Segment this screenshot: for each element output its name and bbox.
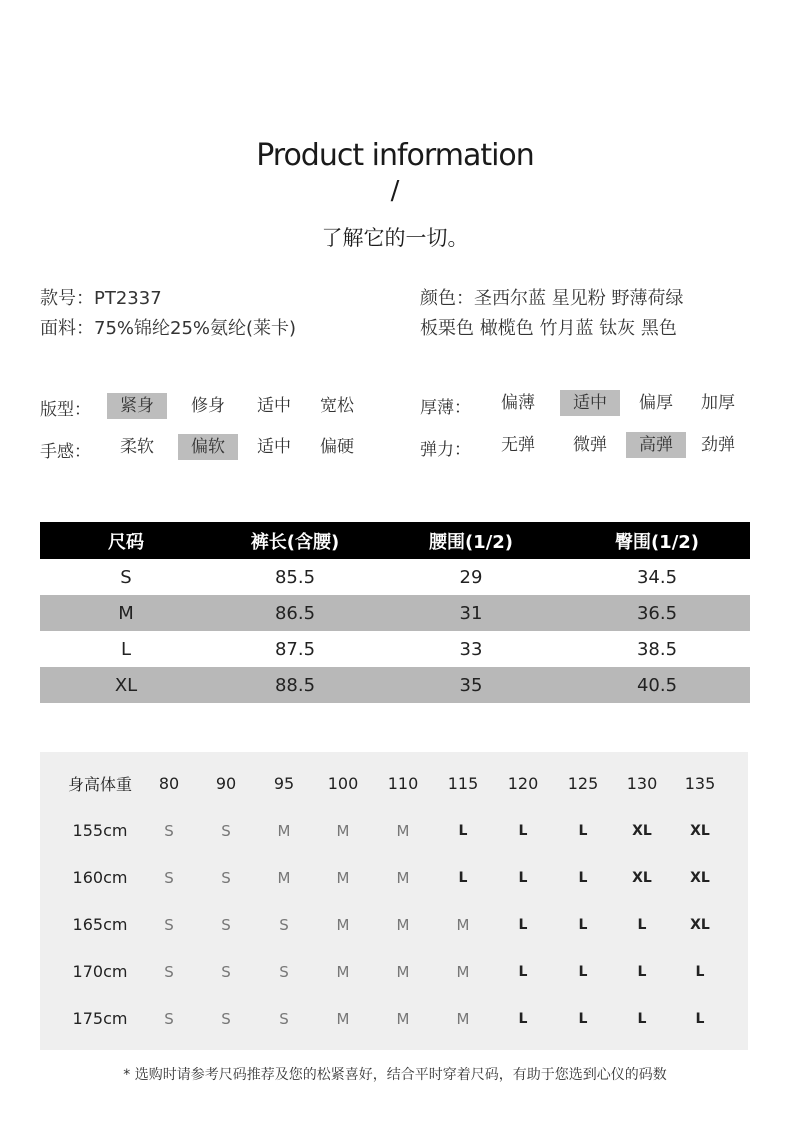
recommended-size: XL bbox=[632, 822, 652, 839]
height-label: 160cm bbox=[72, 868, 128, 887]
feel-label: 手感： bbox=[40, 442, 91, 462]
recommended-size: L bbox=[578, 869, 588, 886]
recommended-size: XL bbox=[632, 869, 652, 886]
thickness-option-medium: 适中 bbox=[560, 390, 620, 416]
weight-header: 115 bbox=[447, 774, 479, 793]
recommended-size: L bbox=[578, 822, 588, 839]
recommended-size: M bbox=[336, 1009, 350, 1028]
recommended-size: M bbox=[456, 1009, 470, 1028]
recommended-size: M bbox=[277, 868, 291, 887]
stretch-option-none: 无弹 bbox=[501, 435, 535, 455]
waist-cell: 31 bbox=[378, 595, 564, 631]
recommended-size: XL bbox=[690, 869, 710, 886]
height-label: 170cm bbox=[72, 962, 128, 981]
title-divider: / bbox=[390, 176, 400, 206]
feel-option-soft: 柔软 bbox=[120, 437, 154, 457]
recommended-size: S bbox=[164, 915, 174, 934]
fit-label: 版型： bbox=[40, 400, 91, 420]
recommended-size: L bbox=[637, 1010, 647, 1027]
hip-cell: 34.5 bbox=[636, 566, 678, 588]
recommended-size: M bbox=[396, 915, 410, 934]
recommended-size: L bbox=[695, 963, 705, 980]
size-table bbox=[40, 522, 750, 703]
feel-option-medium: 适中 bbox=[257, 437, 291, 457]
thickness-label: 厚薄： bbox=[420, 398, 471, 418]
waist-cell: 29 bbox=[459, 566, 483, 588]
recommended-size: S bbox=[164, 821, 174, 840]
fabric: 面料：75%锦纶25%氨纶(莱卡) bbox=[40, 318, 297, 339]
recommended-size: L bbox=[518, 963, 528, 980]
recommended-size: L bbox=[518, 1010, 528, 1027]
waist-cell: 35 bbox=[378, 667, 564, 703]
recommendation-row bbox=[60, 854, 728, 901]
recommended-size: M bbox=[456, 915, 470, 934]
table-row bbox=[40, 595, 750, 631]
recommended-size: M bbox=[336, 868, 350, 887]
recommended-size: S bbox=[221, 1009, 231, 1028]
header-waist: 腰围(1/2) bbox=[378, 522, 564, 559]
recommended-size: M bbox=[396, 821, 410, 840]
recommended-size: L bbox=[578, 1010, 588, 1027]
hip-cell: 40.5 bbox=[564, 667, 750, 703]
recommended-size: M bbox=[396, 1009, 410, 1028]
length-cell: 86.5 bbox=[212, 595, 378, 631]
recommended-size: M bbox=[336, 821, 350, 840]
table-row bbox=[40, 631, 750, 667]
stretch-option-high: 高弹 bbox=[626, 432, 686, 458]
hip-cell: 38.5 bbox=[636, 638, 678, 660]
fit-option-slim: 修身 bbox=[191, 396, 225, 416]
recommendation-row bbox=[60, 807, 728, 854]
recommended-size: S bbox=[164, 1009, 174, 1028]
table-row bbox=[40, 559, 750, 595]
recommended-size: L bbox=[518, 822, 528, 839]
recommended-size: M bbox=[456, 962, 470, 981]
weight-header: 100 bbox=[327, 774, 359, 793]
feel-option-stiff: 偏硬 bbox=[320, 437, 354, 457]
height-label: 165cm bbox=[72, 915, 128, 934]
feel-option-softish: 偏软 bbox=[178, 434, 238, 460]
recommended-size: M bbox=[277, 821, 291, 840]
recommendation-header-row bbox=[60, 760, 728, 807]
waist-cell: 33 bbox=[459, 638, 483, 660]
weight-header: 90 bbox=[215, 774, 237, 793]
size-cell: S bbox=[120, 566, 132, 588]
size-cell: L bbox=[120, 638, 132, 660]
recommended-size: L bbox=[458, 869, 468, 886]
recommended-size: L bbox=[578, 963, 588, 980]
height-weight-corner: 身高体重 bbox=[67, 775, 132, 794]
page-subtitle: 了解它的一切。 bbox=[321, 226, 469, 250]
recommended-size: S bbox=[164, 962, 174, 981]
size-recommendation-table bbox=[60, 760, 728, 1042]
recommendation-row bbox=[60, 901, 728, 948]
recommended-size: L bbox=[695, 1010, 705, 1027]
recommended-size: XL bbox=[690, 822, 710, 839]
fit-option-loose: 宽松 bbox=[320, 396, 354, 416]
recommended-size: M bbox=[396, 868, 410, 887]
thickness-option-thin: 偏薄 bbox=[501, 393, 535, 413]
fit-option-tight: 紧身 bbox=[107, 393, 167, 419]
header-length: 裤长(含腰) bbox=[212, 522, 378, 559]
weight-header: 95 bbox=[273, 774, 295, 793]
height-label: 175cm bbox=[72, 1009, 128, 1028]
footnote: * 选购时请参考尺码推荐及您的松紧喜好，结合平时穿着尺码，有助于您选到心仪的码数 bbox=[123, 1067, 667, 1083]
recommended-size: L bbox=[518, 869, 528, 886]
recommended-size: S bbox=[221, 962, 231, 981]
length-cell: 88.5 bbox=[212, 667, 378, 703]
recommended-size: M bbox=[396, 962, 410, 981]
recommended-size: L bbox=[458, 822, 468, 839]
size-recommendation-panel bbox=[40, 752, 748, 1050]
recommended-size: XL bbox=[690, 916, 710, 933]
size-table-header bbox=[40, 522, 750, 559]
table-row bbox=[40, 667, 750, 703]
stretch-option-slight: 微弹 bbox=[573, 435, 607, 455]
weight-header: 120 bbox=[507, 774, 539, 793]
weight-header: 110 bbox=[387, 774, 419, 793]
recommended-size: S bbox=[221, 868, 231, 887]
colors-line-2: 板栗色 橄榄色 竹月蓝 钛灰 黑色 bbox=[420, 318, 677, 339]
fit-option-regular: 适中 bbox=[257, 396, 291, 416]
header-hip: 臀围(1/2) bbox=[564, 522, 750, 559]
recommended-size: S bbox=[279, 962, 289, 981]
recommended-size: S bbox=[164, 868, 174, 887]
recommended-size: S bbox=[279, 915, 289, 934]
recommended-size: L bbox=[518, 916, 528, 933]
weight-header: 125 bbox=[567, 774, 599, 793]
style-number: 款号：PT2337 bbox=[40, 288, 162, 309]
recommended-size: M bbox=[336, 962, 350, 981]
colors-line-1: 颜色：圣西尔蓝 星见粉 野薄荷绿 bbox=[420, 288, 684, 309]
stretch-label: 弹力： bbox=[420, 440, 471, 460]
page-title: Product information bbox=[256, 138, 534, 173]
recommended-size: S bbox=[221, 821, 231, 840]
stretch-option-super: 劲弹 bbox=[701, 435, 735, 455]
hip-cell: 36.5 bbox=[564, 595, 750, 631]
recommended-size: L bbox=[637, 963, 647, 980]
header-size: 尺码 bbox=[40, 522, 212, 559]
recommended-size: L bbox=[578, 916, 588, 933]
height-label: 155cm bbox=[72, 821, 128, 840]
recommendation-row bbox=[60, 995, 728, 1042]
recommendation-row bbox=[60, 948, 728, 995]
weight-header: 135 bbox=[684, 774, 716, 793]
thickness-option-extra-thick: 加厚 bbox=[701, 393, 735, 413]
recommended-size: L bbox=[637, 916, 647, 933]
weight-header: 130 bbox=[626, 774, 658, 793]
size-cell: XL bbox=[40, 667, 212, 703]
recommended-size: M bbox=[336, 915, 350, 934]
recommended-size: S bbox=[221, 915, 231, 934]
recommended-size: S bbox=[279, 1009, 289, 1028]
weight-header: 80 bbox=[158, 774, 180, 793]
thickness-option-thick: 偏厚 bbox=[639, 393, 673, 413]
length-cell: 85.5 bbox=[274, 566, 316, 588]
length-cell: 87.5 bbox=[274, 638, 316, 660]
size-cell: M bbox=[40, 595, 212, 631]
